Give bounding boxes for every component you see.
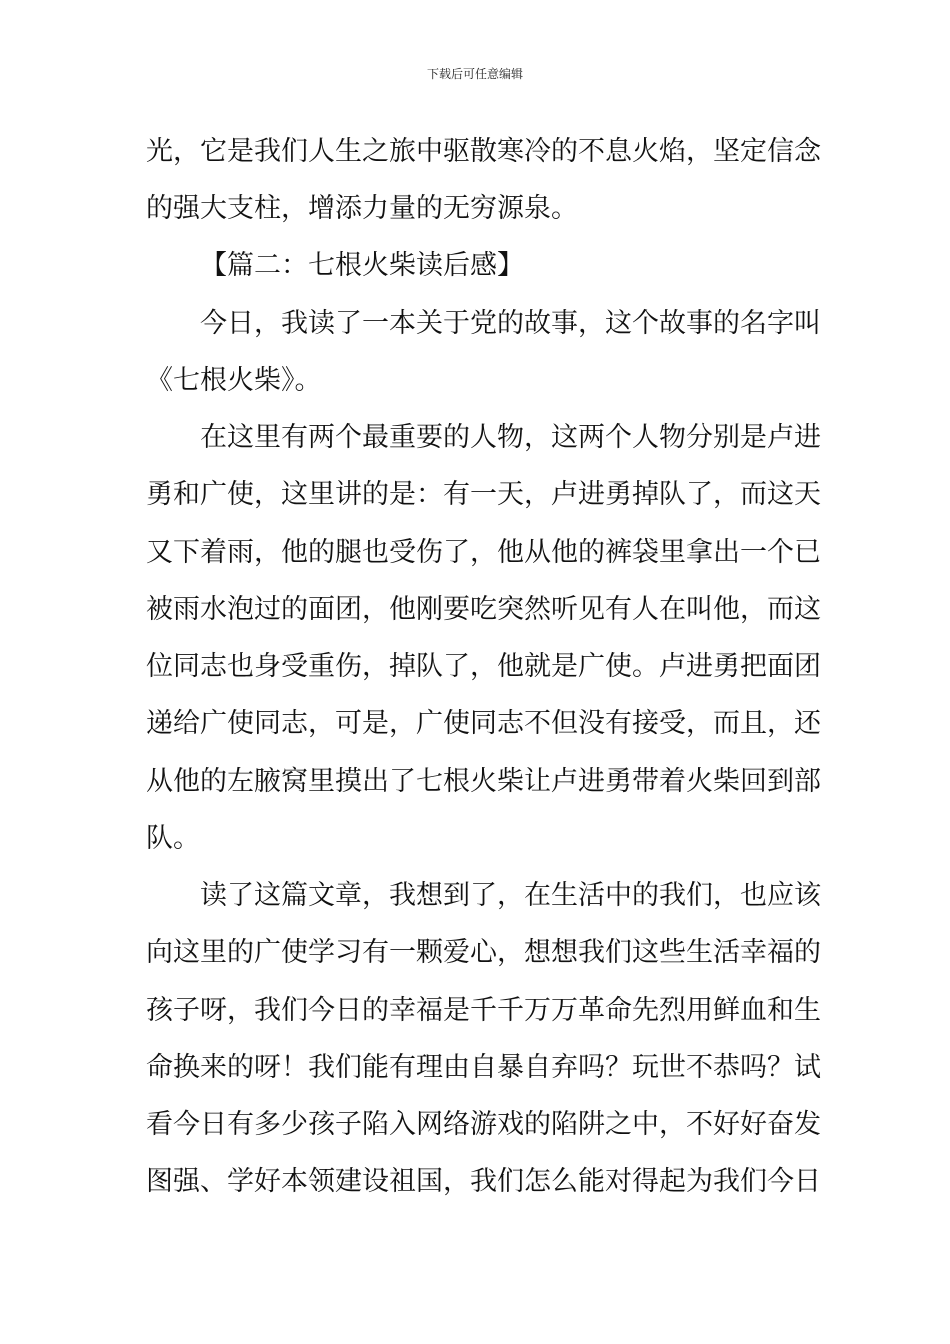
text-line: 图强、学好本领建设祖国，我们怎么能对得起为我们今日 — [146, 1166, 821, 1197]
text-line: 向这里的广使学习有一颗爱心，想想我们这些生活幸福的 — [146, 937, 821, 968]
text-line: 位同志也身受重伤，掉队了，他就是广使。卢进勇把面团 — [146, 651, 821, 682]
text-line: 《七根火柴》。 — [146, 365, 322, 396]
text-line: 读了这篇文章，我想到了，在生活中的我们，也应该 — [200, 880, 821, 911]
text-line: 命换来的呀！我们能有理由自暴自弃吗？玩世不恭吗？试 — [146, 1052, 821, 1083]
text-line: 的强大支柱，增添力量的无穷源泉。 — [146, 193, 578, 224]
text-line: 被雨水泡过的面团，他刚要吃突然听见有人在叫他，而这 — [146, 594, 821, 625]
text-line: 今日，我读了一本关于党的故事，这个故事的名字叫 — [200, 308, 821, 339]
text-line: 从他的左腋窝里摸出了七根火柴让卢进勇带着火柴回到部 — [146, 766, 821, 797]
text-line: 看今日有多少孩子陷入网络游戏的陷阱之中，不好好奋发 — [146, 1109, 821, 1140]
text-line: 勇和广使，这里讲的是：有一天，卢进勇掉队了，而这天 — [146, 479, 821, 510]
text-line: 队。 — [146, 823, 200, 854]
page-header: 下载后可任意编辑 — [426, 67, 523, 81]
text-line: 在这里有两个最重要的人物，这两个人物分别是卢进 — [200, 422, 821, 453]
text-line: 递给广使同志，可是，广使同志不但没有接受，而且，还 — [146, 708, 821, 739]
section-heading: 【篇二：七根火柴读后感】 — [200, 250, 524, 281]
text-line: 光，它是我们人生之旅中驱散寒冷的不息火焰，坚定信念 — [146, 136, 821, 167]
text-line: 又下着雨，他的腿也受伤了，他从他的裤袋里拿出一个已 — [146, 537, 821, 568]
text-line: 孩子呀，我们今日的幸福是千千万万革命先烈用鲜血和生 — [146, 995, 821, 1026]
